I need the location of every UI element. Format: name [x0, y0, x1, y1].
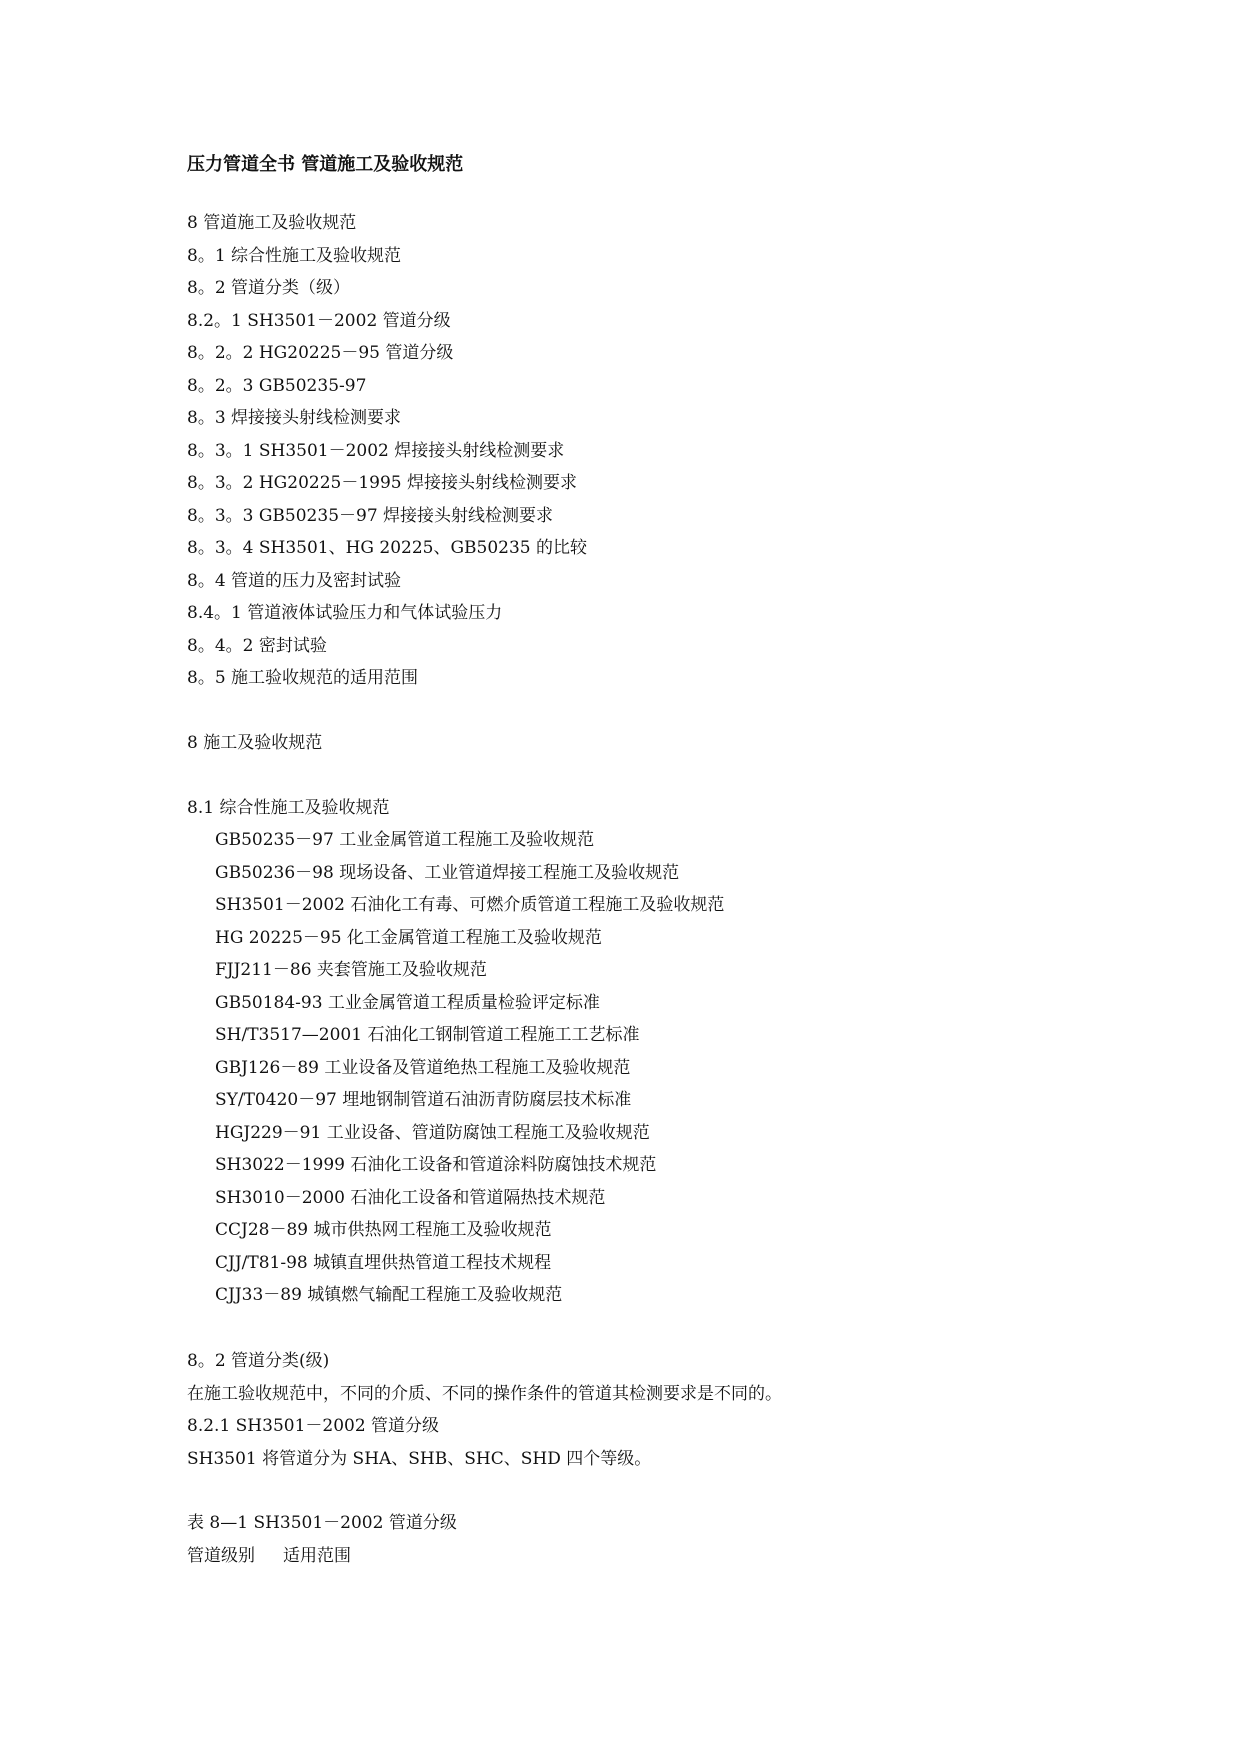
standard-item: SH3010－2000 石油化工设备和管道隔热技术规范: [215, 1187, 606, 1208]
standard-item: HGJ229－91 工业设备、管道防腐蚀工程施工及验收规范: [215, 1122, 650, 1143]
toc-item: 8。2 管道分类（级）: [187, 278, 351, 298]
toc-item: 8。3。1 SH3501－2002 焊接接头射线检测要求: [187, 440, 565, 461]
toc-item: 8。4。2 密封试验: [187, 635, 327, 656]
toc-item: 8。2。2 HG20225－95 管道分级: [187, 343, 454, 363]
standard-item: SH3501－2002 石油化工有毒、可燃介质管道工程施工及验收规范: [215, 895, 725, 915]
toc-item: 8。3 焊接接头射线检测要求: [187, 408, 402, 428]
toc-item: 8。5 施工验收规范的适用范围: [187, 668, 419, 688]
standard-item: GB50236－98 现场设备、工业管道焊接工程施工及验收规范: [215, 862, 680, 883]
toc-item: 8 管道施工及验收规范: [187, 213, 357, 233]
standard-item: SY/T0420－97 埋地钢制管道石油沥青防腐层技术标准: [215, 1090, 632, 1110]
standard-item: GB50184-93 工业金属管道工程质量检验评定标准: [215, 992, 600, 1013]
section-8-1-heading: 8.1 综合性施工及验收规范: [187, 798, 390, 818]
toc-item: 8。1 综合性施工及验收规范: [187, 245, 402, 266]
toc-item: 8.4。1 管道液体试验压力和气体试验压力: [187, 603, 503, 623]
section-8-heading: 8 施工及验收规范: [187, 733, 323, 753]
table-8-1: [187, 1507, 457, 1572]
toc-item: 8。3。4 SH3501、HG 20225、GB50235 的比较: [187, 538, 588, 558]
standard-item: GB50235－97 工业金属管道工程施工及验收规范: [215, 830, 595, 850]
section-8-2-paragraph: 在施工验收规范中，不同的介质、不同的操作条件的管道其检测要求是不同的。: [187, 1383, 782, 1404]
standard-item: GBJ126－89 工业设备及管道绝热工程施工及验收规范: [215, 1057, 631, 1078]
toc-item: 8。4 管道的压力及密封试验: [187, 570, 402, 591]
table-header-level: 管道级别: [187, 1545, 255, 1566]
standard-item: HG 20225－95 化工金属管道工程施工及验收规范: [215, 927, 602, 948]
standard-item: FJJ211－86 夹套管施工及验收规范: [215, 960, 487, 980]
toc-item: 8。3。3 GB50235－97 焊接接头射线检测要求: [187, 505, 554, 526]
table-header-row: [187, 1540, 457, 1573]
standard-item: SH3022－1999 石油化工设备和管道涂料防腐蚀技术规范: [215, 1155, 657, 1175]
standard-item: SH/T3517—2001 石油化工钢制管道工程施工工艺标准: [215, 1025, 640, 1045]
standard-item: CJJ/T81-98 城镇直埋供热管道工程技术规程: [215, 1252, 552, 1273]
standards-list: [215, 824, 724, 1312]
document-title: 压力管道全书 管道施工及验收规范: [187, 154, 464, 175]
table-caption: 表 8—1 SH3501－2002 管道分级: [187, 1513, 457, 1533]
section-8-2-1-heading: 8.2.1 SH3501－2002 管道分级: [187, 1416, 440, 1436]
section-8-2-1-paragraph: SH3501 将管道分为 SHA、SHB、SHC、SHD 四个等级。: [187, 1448, 652, 1469]
section-8-2: [187, 1345, 782, 1475]
standard-item: CCJ28－89 城市供热网工程施工及验收规范: [215, 1220, 552, 1240]
section-8-2-heading: 8。2 管道分类(级): [187, 1351, 330, 1371]
standard-item: CJJ33－89 城镇燃气输配工程施工及验收规范: [215, 1285, 563, 1305]
toc-item: 8.2。1 SH3501－2002 管道分级: [187, 310, 451, 331]
toc-item: 8。2。3 GB50235-97: [187, 375, 367, 396]
toc-item: 8。3。2 HG20225－1995 焊接接头射线检测要求: [187, 473, 578, 493]
table-header-scope: 适用范围: [283, 1545, 351, 1566]
table-of-contents: [187, 207, 587, 695]
